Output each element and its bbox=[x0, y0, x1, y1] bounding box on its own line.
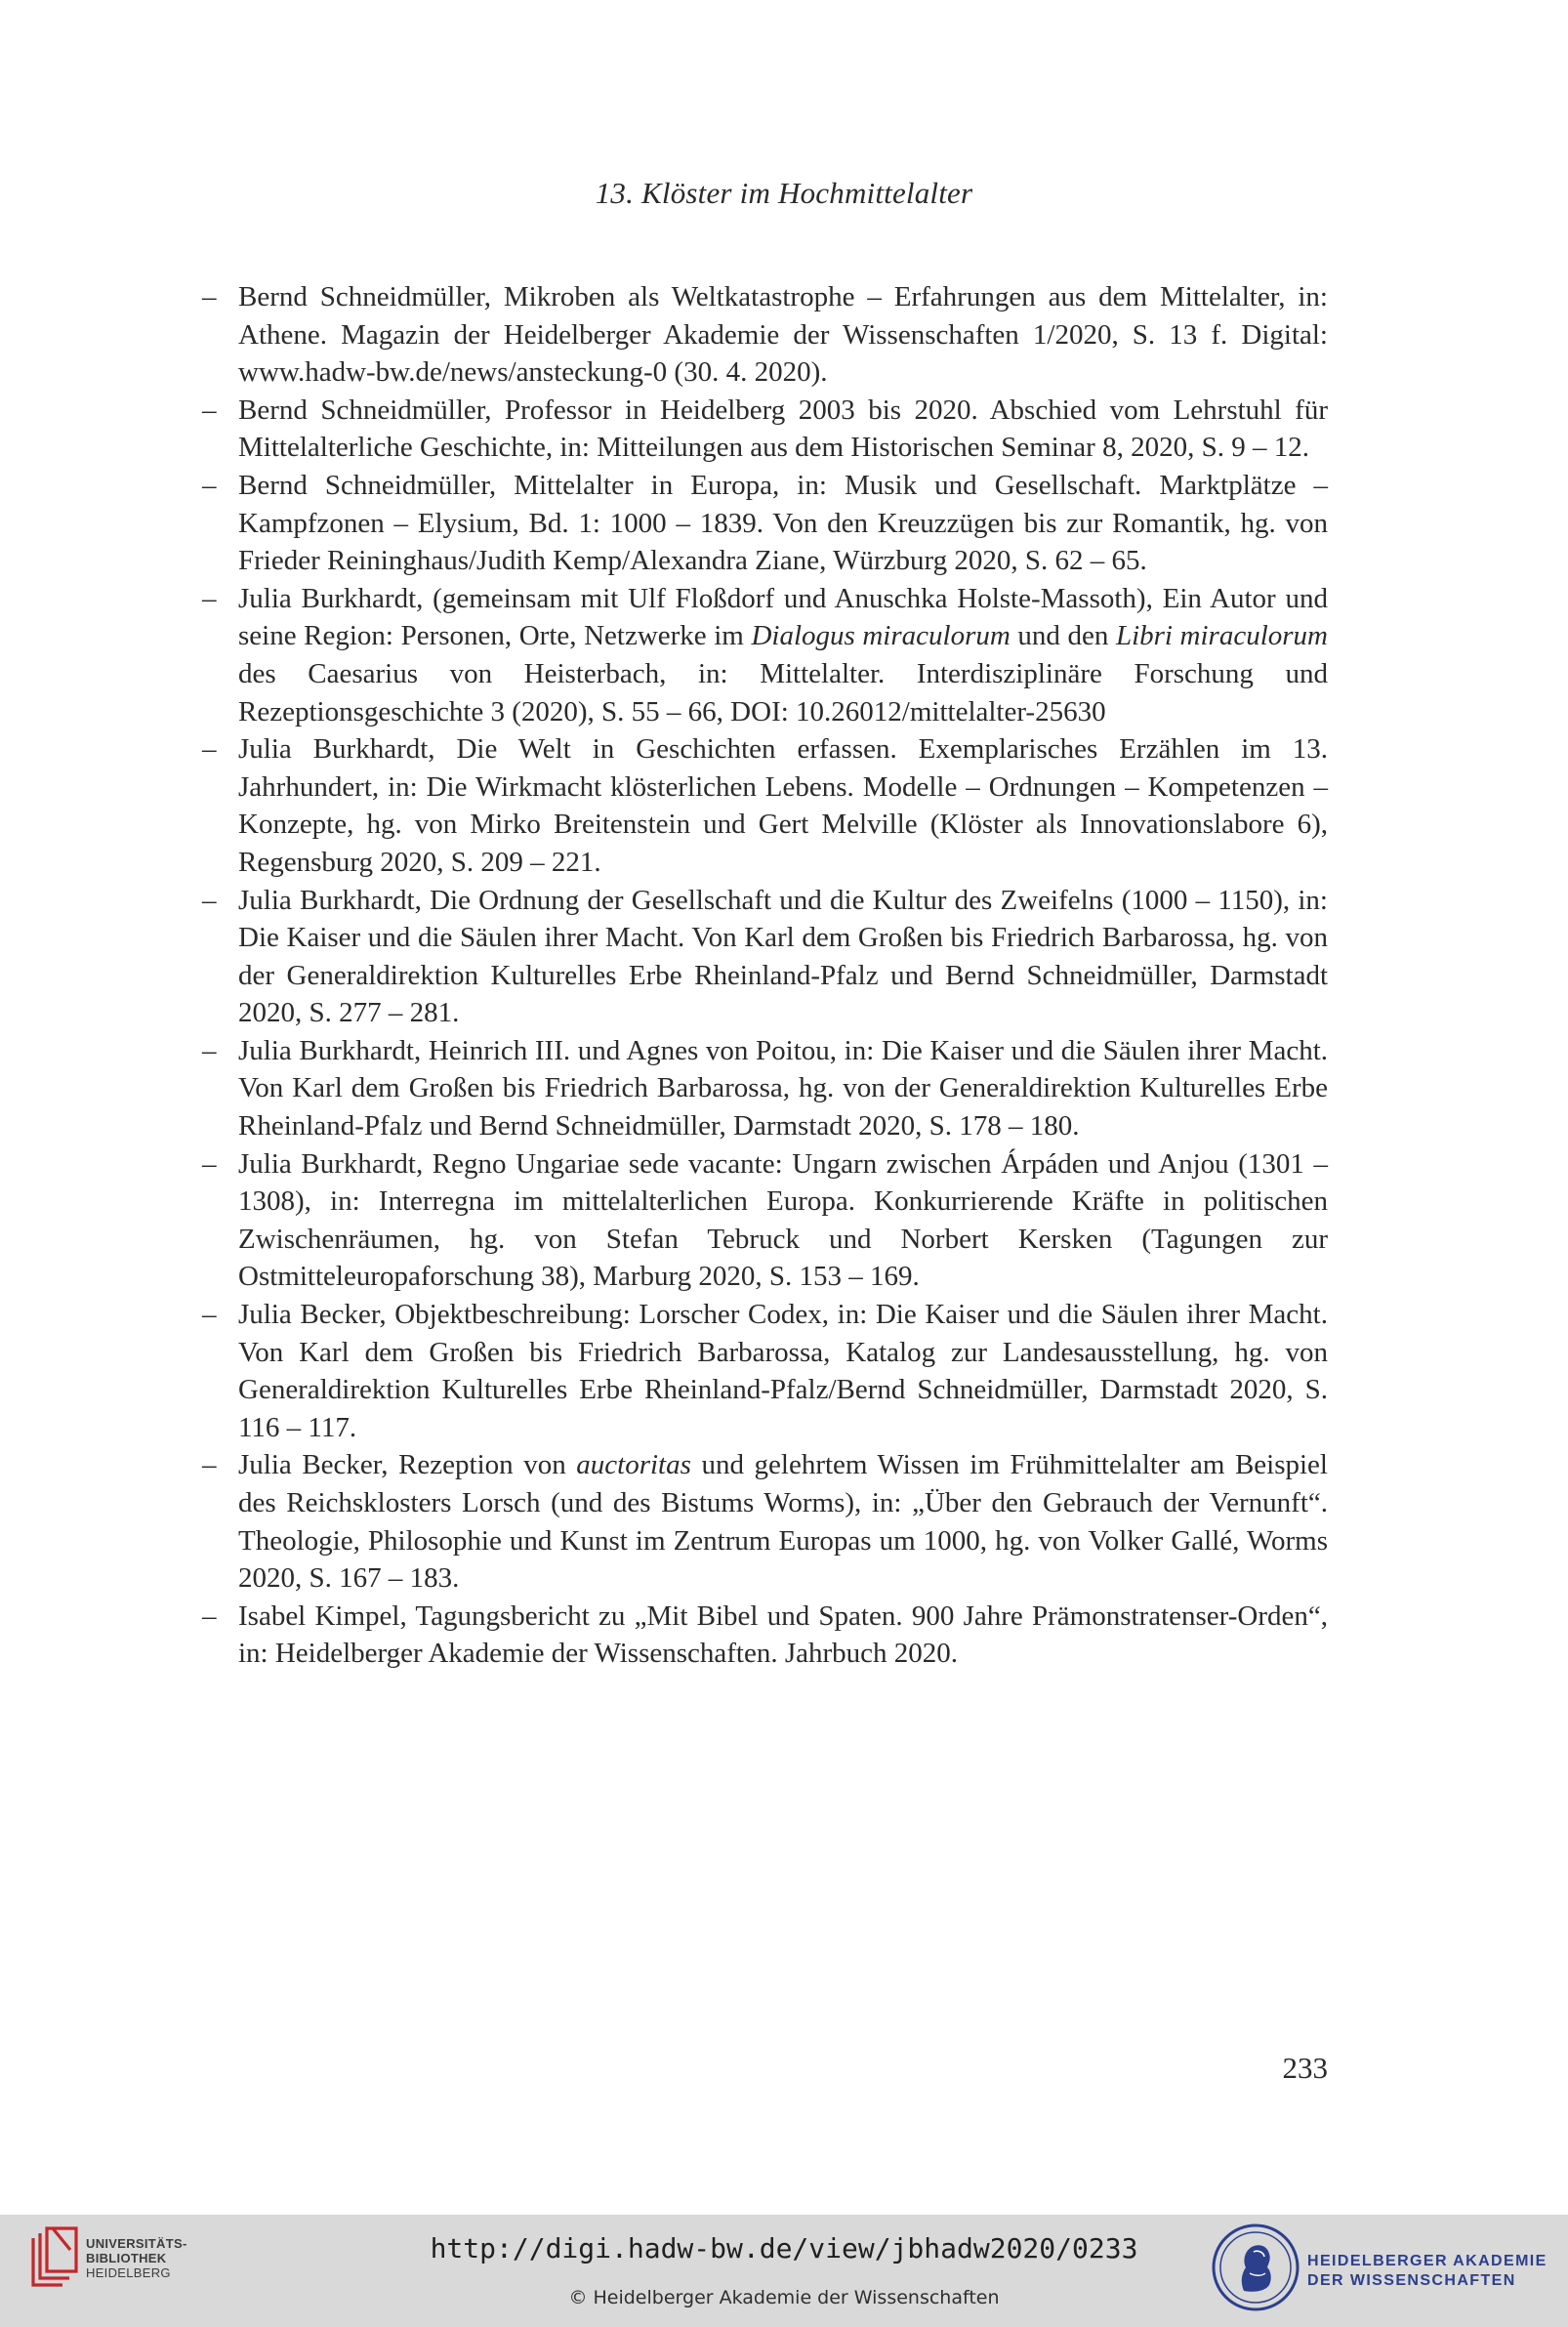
entry-text: Julia Becker, Rezeption von bbox=[238, 1449, 577, 1481]
bibliography-entry bbox=[202, 1598, 1328, 1673]
entry-text: des Caesarius von Heisterbach, in: Mittelalter. Interdisziplinäre Forschung und Rezeptionsgeschichte 3 (2020), S. 55 – 66, DOI: 10.26012/mittelalter-25630 bbox=[238, 657, 1328, 727]
list-bullet: – bbox=[202, 1449, 217, 1481]
list-bullet: – bbox=[202, 884, 217, 916]
list-bullet: – bbox=[202, 1600, 217, 1632]
bibliography-entry bbox=[202, 1145, 1328, 1296]
entry-text: Julia Burkhardt, Heinrich III. und Agnes von Poitou, in: Die Kaiser und die Säulen ihrer Macht. Von Karl dem Großen bis Friedrich Barbarossa, hg. von der Generaldirektion Kulturelles Erbe Rheinland-Pfalz und Bernd Schneidmüller, Darmstadt 2020, S. 178 – 180. bbox=[238, 1034, 1328, 1143]
academy-name-line-2: DER WISSENSCHAFTEN bbox=[1307, 2272, 1516, 2289]
academy-seal-icon bbox=[1211, 2223, 1300, 2312]
italic-title-text: Libri miraculorum bbox=[1115, 620, 1328, 652]
list-bullet: – bbox=[202, 733, 217, 766]
running-title: 13. Klöster im Hochmittelalter bbox=[595, 176, 973, 210]
entry-text: Julia Becker, Objektbeschreibung: Lorscher Codex, in: Die Kaiser und die Säulen ihrer Macht. Von Karl dem Großen bis Friedrich Barbarossa, Katalog zur Landesausstellung, hg. von Generaldirektion Kulturelles Erbe Rheinland-Pfalz/Bernd Schneidmüller, Darmstadt 2020, S. 116 – 117. bbox=[238, 1299, 1328, 1443]
list-bullet: – bbox=[202, 281, 217, 312]
entry-text: Julia Burkhardt, Die Ordnung der Gesellschaft und die Kultur des Zweifelns (1000 – 1150), in: Die Kaiser und die Säulen ihrer Macht. Von Karl dem Großen bis Friedrich Barbarossa, hg. von der Generaldirektion Kulturelles Erbe Rheinland-Pfalz und Bernd Schneidmüller, Darmstadt 2020, S. 277 – 281. bbox=[238, 884, 1328, 1029]
bibliography-entry bbox=[202, 1446, 1328, 1597]
bibliography-entry bbox=[202, 882, 1328, 1032]
bibliography-entry bbox=[202, 392, 1328, 467]
bibliography-entry bbox=[202, 467, 1328, 580]
list-bullet: – bbox=[202, 1299, 217, 1331]
entry-text: Julia Burkhardt, (gemeinsam mit Ulf Floßdorf und Anuschka Holste-Massoth), Ein Autor und seine Region: Personen, Orte, Netzwerke im bbox=[238, 582, 1328, 652]
entry-text: Isabel Kimpel, Tagungsbericht zu „Mit Bibel und Spaten. 900 Jahre Prämonstratenser-Orden“, in: Heidelberger Akademie der Wissenschaften. Jahrbuch 2020. bbox=[238, 1600, 1328, 1670]
bibliography-entry bbox=[202, 1032, 1328, 1145]
bibliography-entry bbox=[202, 730, 1328, 881]
list-bullet: – bbox=[202, 469, 217, 501]
library-name-line-3: HEIDELBERG bbox=[86, 2265, 171, 2280]
academy-logo[interactable] bbox=[1211, 2223, 1547, 2310]
list-bullet: – bbox=[202, 1147, 217, 1180]
library-name-line-1: UNIVERSITÄTS- bbox=[86, 2236, 187, 2251]
bibliography-entry bbox=[202, 278, 1328, 392]
bibliography-entry bbox=[202, 1296, 1328, 1446]
entry-text: und den bbox=[1010, 620, 1116, 652]
italic-title-text: Dialogus miraculorum bbox=[751, 620, 1011, 652]
entry-text: Bernd Schneidmüller, Mikroben als Weltkatastrophe – Erfahrungen aus dem Mittelalter, in: Athene. Magazin der Heidelberger Akademie der Wissenschaften 1/2020, S. 13 f. Digital: www.hadw-bw.de/news/ansteckung-0 (30. 4. 2020). bbox=[238, 281, 1328, 389]
copyright-notice: © Heidelberger Akademie der Wissenschaften bbox=[568, 2287, 1000, 2308]
list-bullet: – bbox=[202, 582, 217, 614]
permalink-url[interactable]: http://digi.hadw-bw.de/view/jbhadw2020/0233 bbox=[430, 2232, 1138, 2265]
italic-title-text: auctoritas bbox=[576, 1449, 691, 1481]
entry-text: Bernd Schneidmüller, Mittelalter in Europa, in: Musik und Gesellschaft. Marktplätze – Kampfzonen – Elysium, Bd. 1: 1000 – 1839. Von den Kreuzzügen bis zur Romantik, hg. von Frieder Reininghaus/Judith Kemp/Alexandra Ziane, Würzburg 2020, S. 62 – 65. bbox=[238, 469, 1328, 577]
library-name-line-2: BIBLIOTHEK bbox=[86, 2251, 167, 2265]
list-bullet: – bbox=[202, 1034, 217, 1066]
entry-text: Julia Burkhardt, Regno Ungariae sede vacante: Ungarn zwischen Árpáden und Anjou (1301 – 1308), in: Interregna im mittelalterlichen Europa. Konkurrierende Kräfte in politischen Zwischenräumen, hg. von Stefan Tebruck und Norbert Kersken (Tagungen zur Ostmitteleuropaforschung 38), Marburg 2020, S. 153 – 169. bbox=[238, 1147, 1328, 1293]
academy-name-line-1: HEIDELBERGER AKADEMIE bbox=[1307, 2253, 1547, 2269]
list-bullet: – bbox=[202, 394, 217, 426]
academy-wordmark bbox=[1307, 2252, 1547, 2291]
bibliography-list bbox=[202, 278, 1328, 1673]
page-number: 233 bbox=[1282, 2051, 1328, 2085]
entry-text: Bernd Schneidmüller, Professor in Heidelberg 2003 bis 2020. Abschied vom Lehrstuhl für Mittelalterliche Geschichte, in: Mitteilungen aus dem Historischen Seminar 8, 2020, S. 9 – 12. bbox=[238, 394, 1328, 464]
entry-text: und gelehrtem Wissen im Frühmittelalter am Beispiel des Reichsklosters Lorsch (und des Bistums Worms), in: „Über den Gebrauch der Vernunft“. Theologie, Philosophie und Kunst im Zentrum Europas um 1000, hg. von Volker Gallé, Worms 2020, S. 167 – 183. bbox=[238, 1449, 1328, 1595]
bibliography-entry bbox=[202, 580, 1328, 730]
entry-text: Julia Burkhardt, Die Welt in Geschichten erfassen. Exemplarisches Erzählen im 13. Jahrhundert, in: Die Wirkmacht klösterlichen Lebens. Modelle – Ordnungen – Kompetenzen – Konzepte, hg. von Mirko Breitenstein und Gert Melville (Klöster als Innovationslabore 6), Regensburg 2020, S. 209 – 221. bbox=[238, 733, 1328, 878]
